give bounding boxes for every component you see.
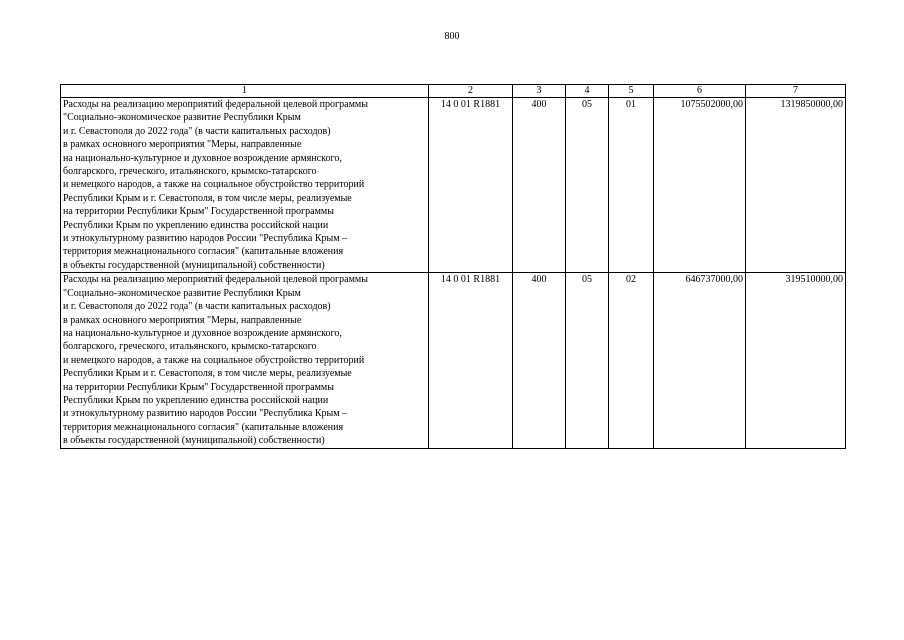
header-row: [61, 85, 846, 98]
row-description: Расходы на реализацию мероприятий федеральной целевой программы "Социально-экономическое развитие Республики Крым и г. Севастополя до 2022 года" (в части капитальных расходов) в рамках основного мероприятия "Меры, направленные на национально-культурное и духовное возрождение армянского, болгарского, греческого, итальянского, крымско-татарского и немецкого народов, а также на социальное обустройство территорий Республики Крым и г. Севастополя, в том числе меры, реализуемые на территории Республики Крым" Государственной программы Республики Крым по укреплению единства российской нации и этнокультурному развитию народов России "Республика Крым – территория межнационального согласия" (капитальные вложения в объекты государственной (муниципальной) собственности): [61, 98, 429, 273]
column-header-4: 4: [566, 85, 609, 98]
row-description: Расходы на реализацию мероприятий федеральной целевой программы "Социально-экономическое развитие Республики Крым и г. Севастополя до 2022 года" (в части капитальных расходов) в рамках основного мероприятия "Меры, направленные на национально-культурное и духовное возрождение армянского, болгарского, греческого, итальянского, крымско-татарского и немецкого народов, а также на социальное обустройство территорий Республики Крым и г. Севастополя, в том числе меры, реализуемые на территории Республики Крым" Государственной программы Республики Крым по укреплению единства российской нации и этнокультурному развитию народов России "Республика Крым – территория межнационального согласия" (капитальные вложения в объекты государственной (муниципальной) собственности): [61, 273, 429, 448]
row-target-code: 14 0 01 R1881: [429, 98, 513, 273]
page-number: 800: [444, 31, 460, 42]
row-target-code: 14 0 01 R1881: [429, 273, 513, 448]
column-header-1: 1: [61, 85, 429, 98]
table-body: [61, 98, 846, 449]
table-row: [61, 273, 846, 448]
row-section: 05: [566, 273, 609, 448]
row-expense-type: 400: [513, 98, 566, 273]
row-expense-type: 400: [513, 273, 566, 448]
column-header-7: 7: [746, 85, 846, 98]
table-row: [61, 98, 846, 273]
budget-table: [60, 84, 846, 449]
row-amount-col7: 319510000,00: [746, 273, 846, 448]
column-header-6: 6: [654, 85, 746, 98]
row-amount-col6: 646737000,00: [654, 273, 746, 448]
row-section: 05: [566, 98, 609, 273]
column-header-5: 5: [609, 85, 654, 98]
row-amount-col7: 1319850000,00: [746, 98, 846, 273]
column-header-3: 3: [513, 85, 566, 98]
column-header-2: 2: [429, 85, 513, 98]
row-subsection: 02: [609, 273, 654, 448]
row-amount-col6: 1075502000,00: [654, 98, 746, 273]
table-header: [61, 85, 846, 98]
row-subsection: 01: [609, 98, 654, 273]
